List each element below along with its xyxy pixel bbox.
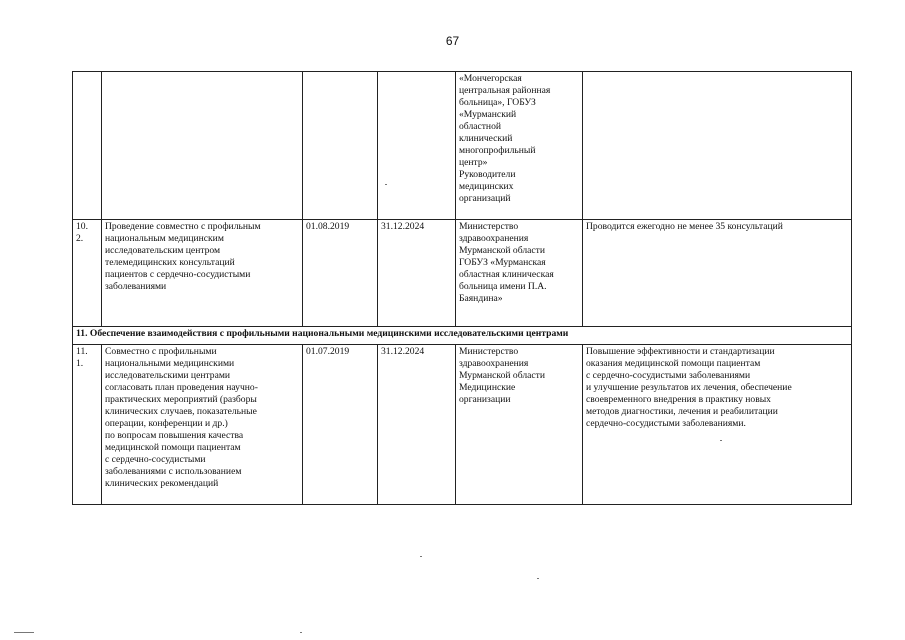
scan-speck [720,440,722,441]
cell-number [73,72,102,220]
scan-speck [385,184,387,185]
table-row [73,220,852,327]
cell-result: Проводится ежегодно не менее 35 консультаций [583,220,852,327]
cell-result [583,72,852,220]
scan-speck [300,632,302,633]
cell-start-date: 01.07.2019 [303,345,378,505]
cell-event [102,72,303,220]
table-row [73,345,852,505]
plan-table [72,71,852,505]
cell-event: Проведение совместно с профильным национальным медицинским исследовательским центром телемедицинских консультаций пациентов с сердечно-сосудистыми заболеваниями [102,220,303,327]
scan-speck [537,578,539,579]
scan-speck [420,556,422,557]
cell-number: 11. 1. [73,345,102,505]
cell-result: Повышение эффективности и стандартизации оказания медицинской помощи пациентам с сердечно-сосудистыми заболеваниями и улучшение результатов их лечения, обеспечение своевременного внедрения в практику новых методов диагностики, лечения и реабилитации сердечно-сосудистыми заболеваниями. [583,345,852,505]
scan-speck [14,632,34,633]
cell-responsible: Министерство здравоохранения Мурманской области Медицинские организации [456,345,583,505]
cell-number: 10. 2. [73,220,102,327]
cell-end-date [378,72,456,220]
cell-event: Совместно с профильными национальными медицинскими исследовательскими центрами согласовать план проведения научно- практических мероприятий (разборы клинических случаев, показательные операции, конференции и др.) по вопросам повышения качества медицинской помощи пациентам с сердечно-сосудистыми заболеваниями с использованием клинических рекомендаций [102,345,303,505]
cell-responsible: «Мончегорская центральная районная больница», ГОБУЗ «Мурманский областной клинический многопрофильный центр» Руководители медицинских организаций [456,72,583,220]
cell-start-date [303,72,378,220]
table-row [73,72,852,220]
cell-responsible: Министерство здравоохранения Мурманской области ГОБУЗ «Мурманская областная клиническая больница имени П.А. Баяндина» [456,220,583,327]
cell-end-date: 31.12.2024 [378,220,456,327]
page-number: 67 [445,34,460,48]
section-heading: 11. Обеспечение взаимодействия с профильными национальными медицинскими исследовательскими центрами [73,327,852,345]
cell-end-date: 31.12.2024 [378,345,456,505]
section-row [73,327,852,345]
cell-start-date: 01.08.2019 [303,220,378,327]
